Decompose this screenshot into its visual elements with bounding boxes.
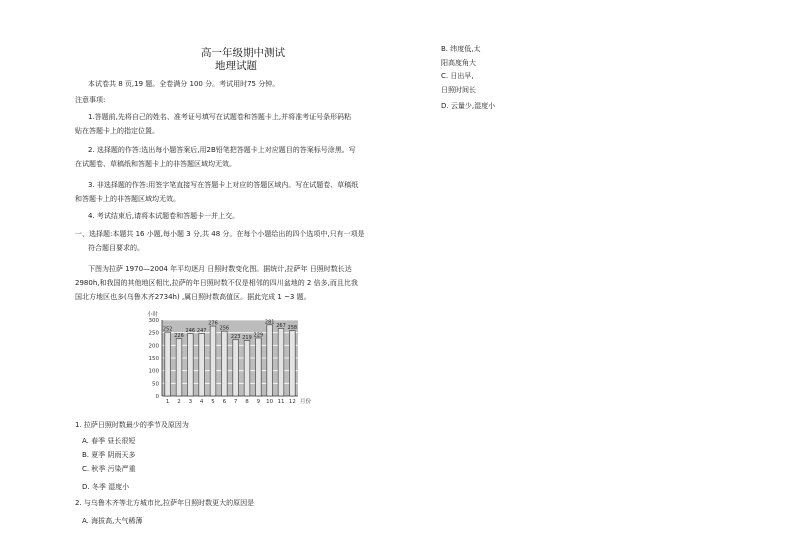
exam-intro: 本试卷共 8 页,19 题。全卷满分 100 分。考试用时75 分钟。 xyxy=(88,80,280,88)
bar-value-label: 267 xyxy=(276,322,286,329)
bar xyxy=(210,326,216,396)
bar-value-label: 247 xyxy=(196,327,207,334)
bar xyxy=(188,334,194,396)
material-line-1: 下图为拉萨 1970—2004 年平均逐月 日照时数变化图。据统计,拉萨年 日照时数长达 xyxy=(88,265,352,273)
x-tick-label: 1 xyxy=(165,399,170,405)
bar-value-label: 226 xyxy=(174,333,184,340)
question-2-option-c-line-1: C. 日出早, xyxy=(441,72,474,80)
bar-value-label: 281 xyxy=(264,319,275,326)
question-1-option-b: B. 夏季 阴雨天多 xyxy=(82,451,136,459)
x-tick-label: 11 xyxy=(277,399,285,405)
section-1-line-2: 符合题目要求的。 xyxy=(88,244,144,252)
x-tick-label: 5 xyxy=(211,399,215,405)
x-tick-label: 6 xyxy=(222,399,227,405)
note-1-line-1: 1.答题前,先将自己的姓名、准考证号填写在试题卷和答题卡上,并将准考证号条形码粘 xyxy=(88,113,352,121)
x-tick-label: 4 xyxy=(199,399,204,405)
question-2-option-a: A. 海拔高,大气稀薄 xyxy=(82,517,143,525)
doc-title: 高一年级期中测试 xyxy=(201,47,285,59)
note-2-line-1: 2. 选择题的作答:选出每小题答案后,用2B铅笔把答题卡上对应题目的答案标号涂黑。写 xyxy=(88,146,356,154)
sunshine-hours-chart xyxy=(140,308,325,410)
x-tick-label: 8 xyxy=(245,399,249,405)
question-2-option-b-line-1: B. 纬度低,太 xyxy=(441,45,481,53)
note-1-line-2: 贴在答题卡上的指定位置。 xyxy=(75,127,159,135)
x-tick-label: 9 xyxy=(256,399,261,405)
note-3-line-1: 3. 非选择题的作答:用签字笔直接写在答题卡上对应的答题区域内。写在试题卷、草稿纸 xyxy=(88,181,359,189)
x-tick-label: 3 xyxy=(188,399,193,405)
notes-heading: 注意事项: xyxy=(75,96,106,104)
x-axis-label: 月份 xyxy=(300,399,312,405)
material-line-2: 2980h,和我国的其他地区相比,拉萨的年日照时数不仅是相邻的四川盆地的 2 倍多,而且比我 xyxy=(75,279,358,287)
section-1-line-1: 一、选择题:本题共 16 小题,每小题 3 分,共 48 分。在每个小题给出的四个选项中,只有一项是 xyxy=(75,230,365,238)
question-2: 2. 与乌鲁木齐等北方城市比,拉萨年日照时数更大的原因是 xyxy=(75,499,255,507)
y-tick-label: 0 xyxy=(155,394,159,400)
note-2-line-2: 在试题卷、草稿纸和答题卡上的非答题区域均无效。 xyxy=(75,160,236,168)
x-tick-label: 12 xyxy=(288,399,296,405)
question-2-option-b-line-2: 阳高度角大 xyxy=(441,59,476,67)
bar-value-label: 246 xyxy=(185,328,196,335)
x-tick-label: 7 xyxy=(233,399,238,405)
bar-value-label: 256 xyxy=(219,325,230,332)
x-tick-label: 10 xyxy=(266,399,274,405)
bar-value-label: 219 xyxy=(242,335,252,342)
y-axis-label: 小时 xyxy=(146,312,158,318)
y-tick-label: 50 xyxy=(152,381,159,388)
question-2-option-d: D. 云量少,湿度小 xyxy=(441,102,496,110)
material-line-3: 国北方地区也多(乌鲁木齐2734h) ,属日照时数高值区。据此完成 1 ~3 题。 xyxy=(75,293,311,301)
bar xyxy=(199,333,205,396)
bar-value-label: 223 xyxy=(230,334,241,341)
bar xyxy=(256,338,262,396)
question-1-option-a: A. 春季 昼长很短 xyxy=(82,437,136,445)
bar xyxy=(244,341,250,396)
y-tick-label: 250 xyxy=(148,330,159,337)
y-tick-label: 200 xyxy=(148,343,159,350)
bar-value-label: 276 xyxy=(208,320,218,327)
bar-value-label: 252 xyxy=(162,326,173,333)
bar xyxy=(233,340,239,396)
y-tick-label: 150 xyxy=(148,356,159,362)
question-2-option-c-line-2: 日照时间长 xyxy=(441,86,476,94)
question-1: 1. 拉萨日照时数最少的季节及原因为 xyxy=(75,421,189,429)
y-tick-label: 100 xyxy=(148,368,159,375)
bar xyxy=(165,332,171,396)
bar xyxy=(176,339,182,396)
question-1-option-c: C. 秋季 污染严重 xyxy=(82,465,136,473)
y-tick-label: 300 xyxy=(148,318,159,324)
x-tick-label: 2 xyxy=(177,399,181,405)
bar xyxy=(222,331,228,396)
doc-subtitle: 地理试题 xyxy=(215,60,257,72)
bar xyxy=(267,325,273,396)
bar-value-label: 258 xyxy=(287,325,298,332)
note-4: 4. 考试结束后,请将本试题卷和答题卡一并上交。 xyxy=(88,212,240,220)
question-1-option-d: D. 冬季 湿度小 xyxy=(82,483,130,491)
bar-value-label: 229 xyxy=(253,332,264,339)
bar xyxy=(278,328,284,396)
bar xyxy=(290,331,296,396)
note-3-line-2: 和答题卡上的非答题区域均无效。 xyxy=(75,195,180,203)
